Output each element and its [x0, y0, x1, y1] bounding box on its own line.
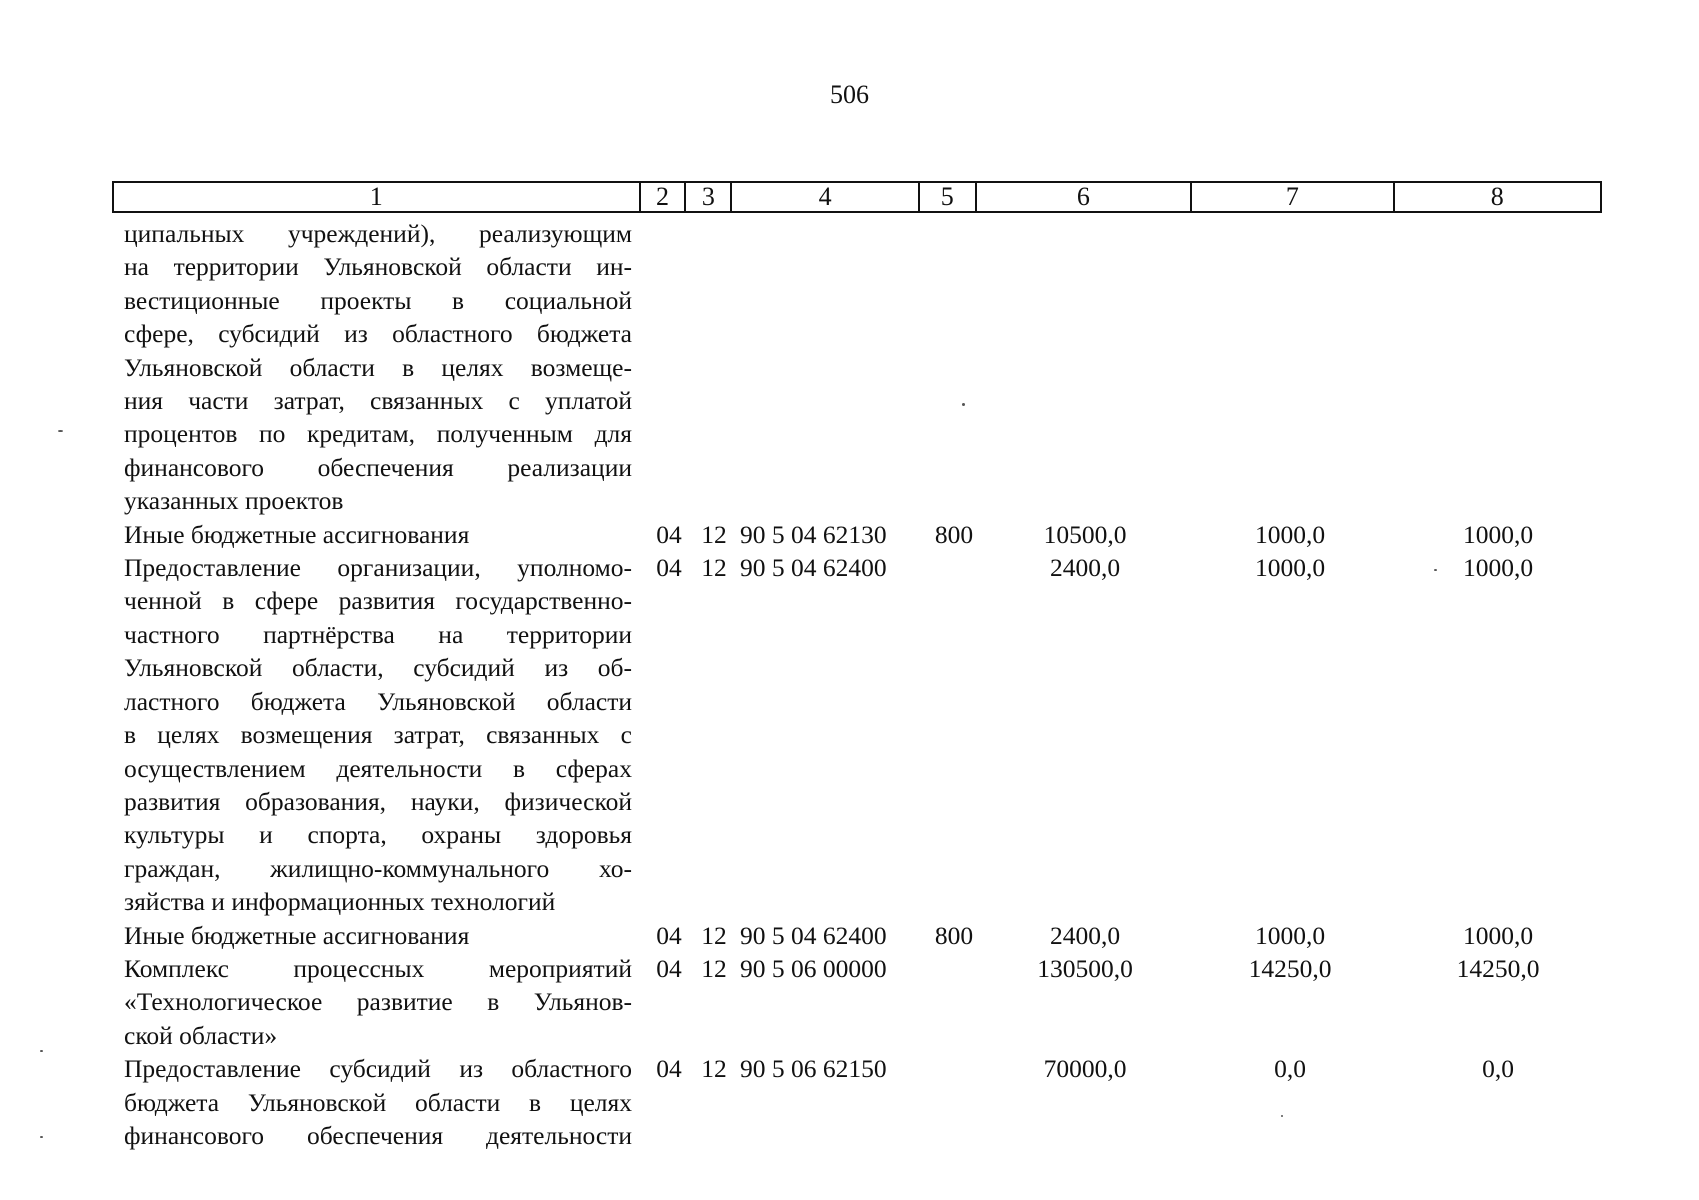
- amount-col-7: 14250,0: [1248, 953, 1332, 983]
- amount-col-7: 1000,0: [1254, 553, 1326, 583]
- description-line: указанных проектов: [124, 486, 344, 516]
- subsection-code: 12: [701, 953, 727, 983]
- subsection-code: 12: [701, 1054, 727, 1084]
- description-line: финансового обеспечения деятельности: [124, 1120, 632, 1150]
- subsection-code: 12: [701, 553, 727, 583]
- description-line: Предоставление организации, уполномо-: [124, 553, 632, 583]
- description-line: ченной в сфере развития государственно-: [124, 586, 632, 616]
- header-col-7: 7: [1192, 183, 1394, 211]
- table-row: [0, 1052, 1699, 1152]
- description-line: процентов по кредитам, полученным для: [124, 419, 632, 449]
- description-line: бюджета Ульяновской области в целях: [124, 1087, 632, 1117]
- row-description: [124, 952, 632, 1052]
- description-line: развития образования, науки, физической: [124, 786, 632, 816]
- expense-type-code: 800: [934, 519, 974, 549]
- section-code: 04: [656, 953, 682, 983]
- row-description: [124, 1052, 632, 1152]
- description-line: ципальных учреждений), реализующим: [124, 219, 632, 248]
- header-col-6: 6: [977, 183, 1192, 211]
- target-article-code: 90 5 04 62400: [740, 553, 887, 583]
- scan-speck: [40, 1136, 43, 1138]
- page-number: 506: [830, 80, 869, 109]
- amount-col-7: 1000,0: [1254, 920, 1326, 950]
- description-line: граждан, жилищно-коммунального хо-: [124, 853, 632, 883]
- description-line: Предоставление субсидий из областного: [124, 1054, 632, 1084]
- section-code: 04: [656, 920, 682, 950]
- table-row: [0, 551, 1699, 918]
- description-line: Иные бюджетные ассигнования: [124, 920, 470, 950]
- scan-speck: [40, 1050, 43, 1052]
- amount-col-8: 1000,0: [1462, 519, 1534, 549]
- description-line: Ульяновской области, субсидий из об-: [124, 653, 632, 683]
- table-header-row: [112, 181, 1602, 213]
- header-col-3: 3: [686, 183, 732, 211]
- table-row: [0, 518, 1699, 551]
- table-body: [0, 217, 1699, 1152]
- target-article-code: 90 5 06 00000: [740, 953, 887, 983]
- target-article-code: 90 5 04 62130: [740, 519, 887, 549]
- amount-col-8: 1000,0: [1462, 553, 1534, 583]
- subsection-code: 12: [701, 920, 727, 950]
- scan-speck: [1434, 569, 1437, 571]
- subsection-code: 12: [701, 519, 727, 549]
- description-line: культуры и спорта, охраны здоровья: [124, 820, 632, 850]
- description-line: сфере, субсидий из областного бюджета: [124, 319, 632, 349]
- target-article-code: 90 5 06 62150: [740, 1054, 887, 1084]
- description-line: в целях возмещения затрат, связанных с: [124, 720, 632, 750]
- header-col-1: 1: [114, 183, 641, 211]
- amount-col-6: 10500,0: [1043, 519, 1127, 549]
- row-description: [124, 919, 632, 952]
- description-line: частного партнёрства на территории: [124, 619, 632, 649]
- header-col-8: 8: [1490, 182, 1504, 211]
- table-row: [0, 217, 1699, 518]
- scan-speck: [1281, 1115, 1283, 1117]
- description-line: осуществлением деятельности в сферах: [124, 753, 632, 783]
- section-code: 04: [656, 519, 682, 549]
- description-line: вестиционные проекты в социальной: [124, 285, 632, 315]
- description-line: на территории Ульяновской области ин-: [124, 252, 632, 282]
- header-col-5: 5: [920, 183, 977, 211]
- row-description: [124, 217, 632, 518]
- description-line: «Технологическое развитие в Ульянов-: [124, 987, 632, 1017]
- table-row: [0, 919, 1699, 952]
- section-code: 04: [656, 553, 682, 583]
- amount-col-6: 130500,0: [1037, 953, 1133, 983]
- section-code: 04: [656, 1054, 682, 1084]
- description-line: Иные бюджетные ассигнования: [124, 519, 470, 549]
- amount-col-6: 2400,0: [1049, 920, 1121, 950]
- amount-col-8: 14250,0: [1456, 953, 1540, 983]
- scan-speck: [58, 430, 63, 432]
- scan-speck: [962, 403, 965, 406]
- description-line: ния части затрат, связанных с уплатой: [124, 386, 632, 416]
- amount-col-6: 2400,0: [1049, 553, 1121, 583]
- description-line: финансового обеспечения реализации: [124, 452, 632, 482]
- description-line: зяйства и информационных технологий: [124, 887, 556, 917]
- amount-col-8: 1000,0: [1462, 920, 1534, 950]
- amount-col-8: 0,0: [1482, 1054, 1514, 1084]
- table-row: [0, 952, 1699, 1052]
- row-description: [124, 518, 632, 551]
- amount-col-7: 1000,0: [1254, 519, 1326, 549]
- header-col-4: 4: [732, 183, 920, 211]
- description-line: ластного бюджета Ульяновской области: [124, 686, 632, 716]
- description-line: Комплекс процессных мероприятий: [124, 953, 632, 983]
- amount-col-7: 0,0: [1274, 1054, 1306, 1084]
- description-line: ской области»: [124, 1020, 278, 1050]
- row-description: [124, 551, 632, 918]
- amount-col-6: 70000,0: [1043, 1054, 1127, 1084]
- description-line: Ульяновской области в целях возмеще-: [124, 352, 632, 382]
- header-col-2: 2: [641, 183, 687, 211]
- target-article-code: 90 5 04 62400: [740, 920, 887, 950]
- expense-type-code: 800: [934, 920, 974, 950]
